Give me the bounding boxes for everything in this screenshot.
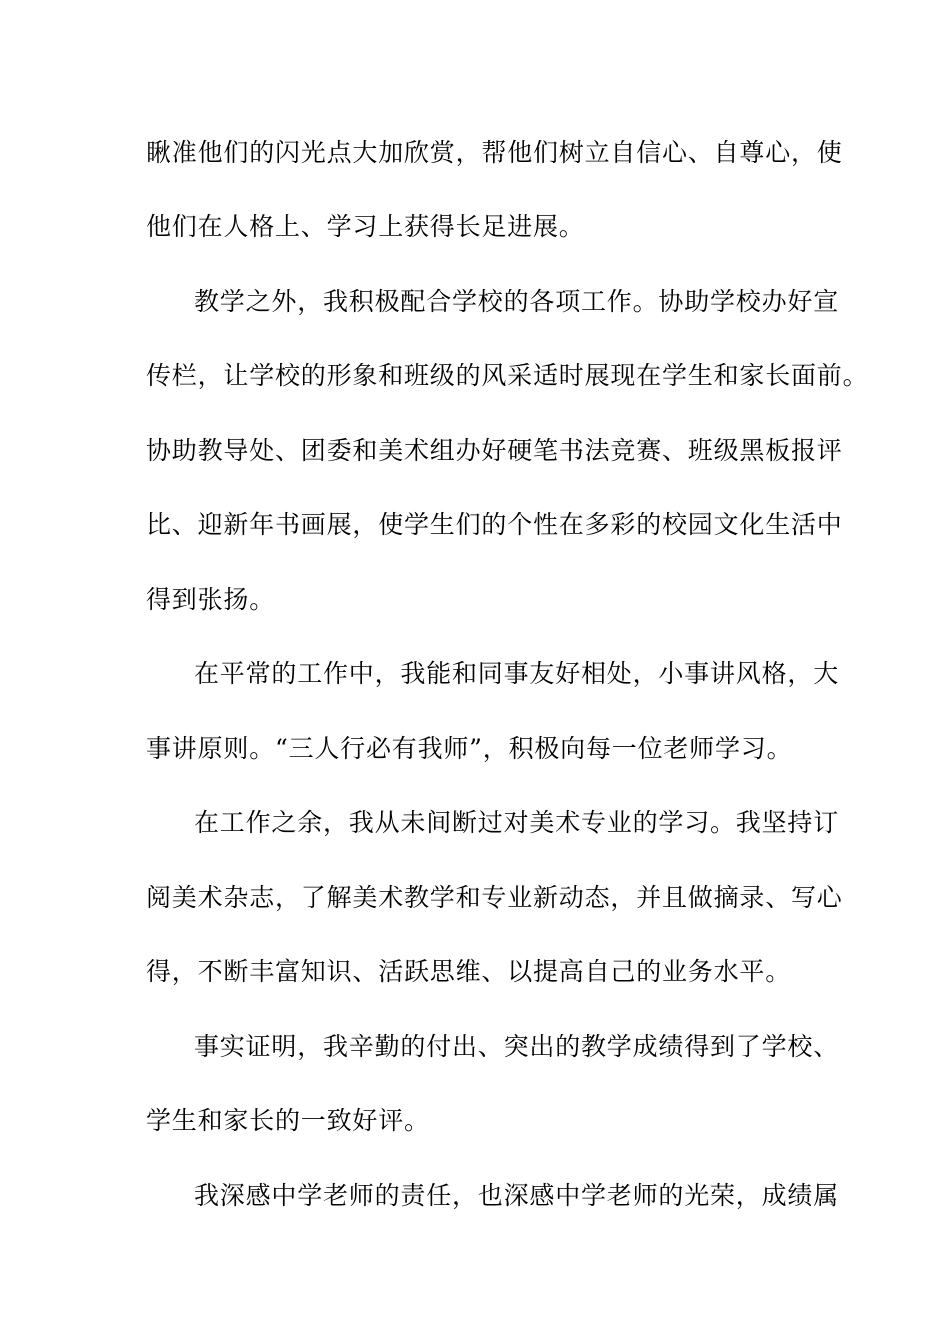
text-line-14: 学生和家长的一致好评。 — [146, 1106, 430, 1135]
text-line-7: 得到张扬。 — [146, 585, 276, 614]
text-line-1: 瞅准他们的闪光点大加欣赏，帮他们树立自信心、自尊心，使 — [146, 138, 843, 167]
text-line-8: 在平常的工作中，我能和同事友好相处，小事讲风格，大 — [194, 659, 840, 688]
text-line-13: 事实证明，我辛勤的付出、突出的教学成绩得到了学校、 — [194, 1032, 840, 1061]
text-line-5: 协助教导处、团委和美术组办好硬笔书法竞赛、班级黑板报评 — [146, 436, 843, 465]
text-line-6: 比、迎新年书画展，使学生们的个性在多彩的校园文化生活中 — [146, 510, 843, 539]
text-line-11: 阅美术杂志，了解美术教学和专业新动态，并且做摘录、写心 — [146, 883, 843, 912]
text-line-2: 他们在人格上、学习上获得长足进展。 — [146, 212, 585, 241]
text-line-15: 我深感中学老师的责任，也深感中学老师的光荣，成绩属 — [194, 1181, 840, 1210]
text-line-9: 事讲原则。“三人行必有我师”，积极向每一位老师学习。 — [146, 734, 793, 763]
text-line-12: 得，不断丰富知识、活跃思维、以提高自己的业务水平。 — [146, 957, 792, 986]
text-line-10: 在工作之余，我从未间断过对美术专业的学习。我坚持订 — [194, 808, 840, 837]
text-line-3: 教学之外，我积极配合学校的各项工作。协助学校办好宣 — [194, 287, 840, 316]
text-line-4: 传栏，让学校的形象和班级的风采适时展现在学生和家长面前。 — [146, 361, 869, 390]
